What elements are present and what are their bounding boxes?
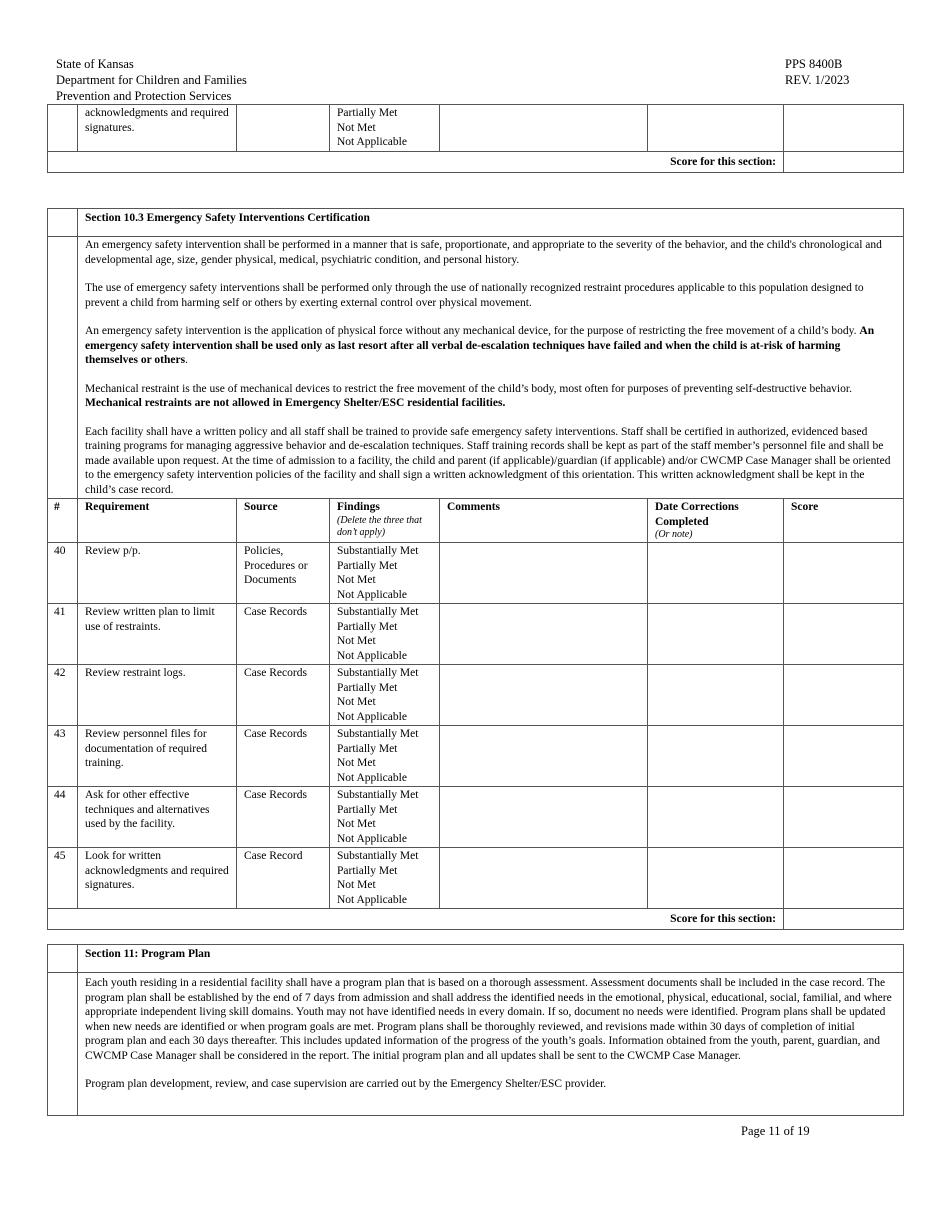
table-row — [48, 787, 904, 848]
score-label: Score for this section: — [48, 151, 784, 172]
section-title-row — [48, 209, 904, 237]
requirement-cell: Review restraint logs. — [78, 665, 237, 726]
findings-cell: Substantially Met Partially Met Not Met Not Applicable — [330, 604, 440, 665]
row-number: 41 — [48, 604, 78, 665]
comments-cell[interactable] — [440, 787, 648, 848]
score-cell[interactable] — [784, 726, 904, 787]
date-cell[interactable] — [648, 726, 784, 787]
findings-cell: Substantially Met Partially Met Not Met Not Applicable — [330, 543, 440, 604]
description-paragraph: Mechanical restraint is the use of mechanical devices to restrict the free movement of the child’s body, most often for purposes of preventing self-destructive behavior. Mechanical restraints are not allowed in Emergency Shelter/ESC residential facilities. — [85, 382, 852, 409]
section-title: Section 11: Program Plan — [78, 945, 904, 973]
document-header-left — [56, 56, 247, 104]
date-cell[interactable] — [648, 848, 784, 909]
table-row — [48, 543, 904, 604]
section-description-row — [48, 237, 904, 499]
column-header-row — [48, 499, 904, 543]
col-header-score: Score — [784, 499, 904, 543]
col-header-source: Source — [237, 499, 330, 543]
page-number: Page 11 of 19 — [741, 1124, 810, 1138]
row-number: 43 — [48, 726, 78, 787]
source-cell: Case Records — [237, 604, 330, 665]
description-paragraph: Program plan development, review, and case supervision are carried out by the Emergency Shelter/ESC provider. — [85, 1078, 607, 1090]
table-row — [48, 726, 904, 787]
description-paragraph: An emergency safety intervention shall be performed in a manner that is safe, proportionate, and appropriate to the severity of the behavior, and the child's chronological and developmental age, size, gender physical, medical, psychiatric condition, and personal history. — [85, 239, 882, 266]
description-paragraph: Each youth residing in a residential facility shall have a program plan that is based on a thorough assessment. Assessment documents shall be included in the case record. The program plan shall be established by the end of 7 days from admission and shall address the identified needs in the emotional, physical, educational, social, familial, and where appropriate independent living skill domains. Youth may not have identified needs in every domain. If so, document no needs were identified. Program plans shall be updated when new needs are identified or when program goals are met. Program plans shall be thoroughly reviewed, and revisions made within 30 days of completion of initial program plan and each 30 days thereafter. This includes updated information of the progress of the youth’s goals. Information obtained from the youth, parent, guardian, and CWCMP Case Manager shall be considered in the report. The initial program plan and all updates shall be sent to the CWCMP Case Manager. — [85, 977, 892, 1062]
col-header-date: Date Corrections Completed (Or note) — [648, 499, 784, 543]
document-header-right — [785, 56, 849, 88]
score-cell[interactable] — [784, 787, 904, 848]
source-cell: Policies, Procedures or Documents — [237, 543, 330, 604]
date-cell[interactable] — [648, 105, 784, 152]
row-number: 40 — [48, 543, 78, 604]
description-paragraph: Each facility shall have a written policy and all staff shall be trained to provide safe emergency safety interventions. Staff shall be certified in authorized, evidenced based training programs for managing aggressive behavior and de-escalation techniques. Staff training records shall be kept as part of the staff member’s personnel file and shall be made available upon request. At the time of admission to a facility, the child and parent (if applicable)/guardian (if applicable) and/or CWCMP Case Manager shall be oriented to the emergency safety intervention policies of the facility and shall sign a written acknowledgment of this orientation. This written acknowledgment shall be kept in the child’s case record. — [85, 425, 891, 496]
findings-cell: Substantially Met Partially Met Not Met Not Applicable — [330, 848, 440, 909]
description-paragraph: An emergency safety intervention is the application of physical force without any mechanical device, for the purpose of restricting the free movement of a child’s body. An emergency safety intervention shall be used only as last resort after all verbal de-escalation techniques have failed and when the child is at-risk of harming themselves or others. — [85, 325, 875, 366]
score-row — [48, 909, 904, 930]
findings-cell: Substantially Met Partially Met Not Met Not Applicable — [330, 787, 440, 848]
findings-cell: Partially Met Not Met Not Applicable — [330, 105, 440, 152]
score-cell[interactable] — [784, 848, 904, 909]
requirement-cell: Review personnel files for documentation of required training. — [78, 726, 237, 787]
comments-cell[interactable] — [440, 105, 648, 152]
header-revision: REV. 1/2023 — [785, 73, 850, 87]
col-header-number: # — [48, 499, 78, 543]
section-description — [78, 973, 904, 1116]
col-header-findings: Findings (Delete the three that don’t apply) — [330, 499, 440, 543]
requirement-cell: Look for written acknowledgments and required signatures. — [78, 848, 237, 909]
source-cell: Case Records — [237, 726, 330, 787]
comments-cell[interactable] — [440, 665, 648, 726]
requirement-cell: acknowledgments and required signatures. — [78, 105, 237, 152]
section-10-3-table — [47, 208, 904, 930]
score-label: Score for this section: — [48, 909, 784, 930]
comments-cell[interactable] — [440, 848, 648, 909]
section-score-cell[interactable] — [784, 909, 904, 930]
table-row — [48, 604, 904, 665]
score-cell[interactable] — [784, 665, 904, 726]
col-header-requirement: Requirement — [78, 499, 237, 543]
date-cell[interactable] — [648, 604, 784, 665]
row-number: 44 — [48, 787, 78, 848]
comments-cell[interactable] — [440, 604, 648, 665]
section-11-table — [47, 944, 904, 1116]
section-description-row — [48, 973, 904, 1116]
score-cell[interactable] — [784, 105, 904, 152]
section-score-cell[interactable] — [784, 151, 904, 172]
comments-cell[interactable] — [440, 543, 648, 604]
header-department: Department for Children and Families — [56, 73, 247, 87]
requirement-cell: Ask for other effective techniques and alternatives used by the facility. — [78, 787, 237, 848]
source-cell: Case Records — [237, 787, 330, 848]
requirement-cell: Review p/p. — [78, 543, 237, 604]
score-cell[interactable] — [784, 604, 904, 665]
section-title-row — [48, 945, 904, 973]
requirement-cell: Review written plan to limit use of restraints. — [78, 604, 237, 665]
table-row — [48, 665, 904, 726]
date-cell[interactable] — [648, 787, 784, 848]
comments-cell[interactable] — [440, 726, 648, 787]
row-number: 42 — [48, 665, 78, 726]
findings-cell: Substantially Met Partially Met Not Met Not Applicable — [330, 665, 440, 726]
row-number: 45 — [48, 848, 78, 909]
source-cell: Case Record — [237, 848, 330, 909]
header-form-number: PPS 8400B — [785, 57, 843, 71]
source-cell: Case Records — [237, 665, 330, 726]
description-paragraph: The use of emergency safety interventions shall be performed only through the use of nationally recognized restraint procedures applicable to this population designed to prevent a child from harming self or others by exerting external control over physical movement. — [85, 282, 864, 309]
score-row — [48, 151, 904, 172]
section-title: Section 10.3 Emergency Safety Interventions Certification — [78, 209, 904, 237]
header-state: State of Kansas — [56, 57, 134, 71]
date-cell[interactable] — [648, 665, 784, 726]
findings-cell: Substantially Met Partially Met Not Met Not Applicable — [330, 726, 440, 787]
score-cell[interactable] — [784, 543, 904, 604]
col-header-comments: Comments — [440, 499, 648, 543]
previous-section-table-fragment — [47, 104, 904, 173]
date-cell[interactable] — [648, 543, 784, 604]
header-division: Prevention and Protection Services — [56, 89, 232, 103]
table-row — [48, 848, 904, 909]
table-row — [48, 105, 904, 152]
section-description — [78, 237, 904, 499]
